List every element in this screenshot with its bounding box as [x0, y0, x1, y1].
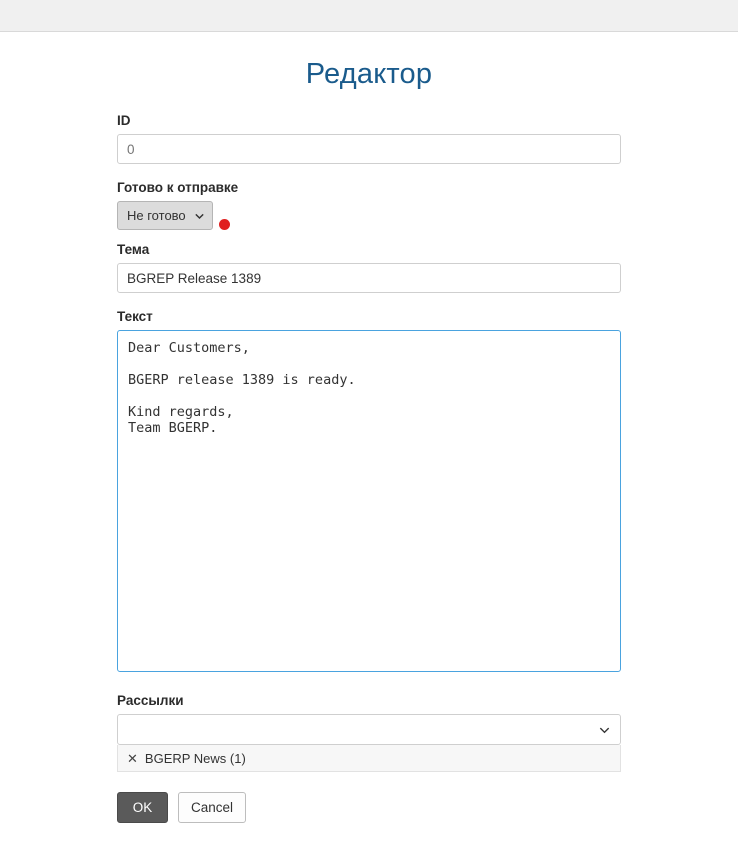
field-id [117, 113, 621, 164]
status-indicator-dot [219, 219, 230, 230]
ready-row [117, 201, 621, 230]
field-mailings [117, 693, 621, 772]
page-content [0, 58, 738, 823]
ready-select[interactable] [117, 201, 213, 230]
id-label: ID [117, 113, 131, 128]
browser-toolbar [0, 0, 738, 32]
field-ready [117, 180, 621, 230]
page-title: Редактор [305, 58, 433, 90]
mailings-label: Рассылки [117, 693, 184, 708]
mailing-chip[interactable] [117, 745, 621, 772]
editor-form [117, 91, 621, 823]
ready-label: Готово к отправке [117, 180, 239, 195]
mailings-select-wrap [117, 714, 621, 745]
close-icon[interactable]: ✕ [127, 750, 138, 766]
subject-label: Тема [117, 242, 150, 257]
subject-input[interactable] [117, 263, 621, 293]
mailing-chip-label: BGERP News (1) [144, 750, 246, 766]
mailings-select[interactable] [117, 714, 621, 745]
text-label: Текст [117, 309, 153, 324]
ok-button[interactable]: OK [117, 792, 168, 823]
body-textarea[interactable] [117, 330, 621, 672]
ready-select-wrap [117, 201, 213, 230]
form-actions [117, 792, 621, 823]
cancel-button[interactable]: Cancel [178, 792, 246, 823]
field-text [117, 309, 621, 677]
id-input[interactable] [117, 134, 621, 164]
field-subject [117, 242, 621, 293]
